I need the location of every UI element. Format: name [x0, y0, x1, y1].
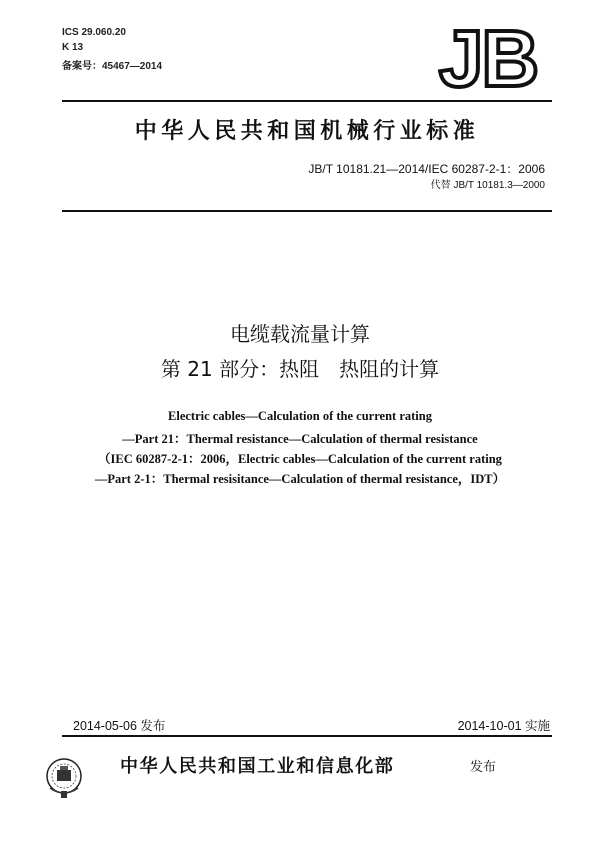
implement-date: 2014-10-01 实施: [457, 719, 550, 733]
doc-title-en-line3: （IEC 60287-2-1：2006，Electric cables—Calculation of the current rating: [98, 452, 502, 466]
doc-title-en-line4: —Part 2-1：Thermal resisitance—Calculation of thermal resistance，IDT）: [94, 472, 506, 486]
doc-title-cn-line2: 第 21 部分：热阻 热阻的计算: [160, 357, 440, 381]
doc-title-en-line2: —Part 21：Thermal resistance—Calculation of thermal resistance: [122, 432, 478, 446]
jb-logo: [432, 22, 544, 96]
standard-title: 中华人民共和国机械行业标准: [134, 119, 480, 144]
replaced-standard: 代替 JB/T 10181.3—2000: [430, 180, 545, 191]
issuer-suffix: 发布: [470, 760, 497, 775]
classification-code: K 13: [62, 42, 84, 53]
title-divider: [62, 210, 552, 212]
header-divider: [62, 100, 552, 102]
standard-number: JB/T 10181.21—2014/IEC 60287-2-1：2006: [308, 162, 545, 176]
issuer-name: 中华人民共和国工业和信息化部: [120, 756, 395, 777]
jb-logo-text: JB: [438, 22, 538, 96]
issuer-emblem-icon: [44, 756, 84, 800]
ics-code: ICS 29.060.20: [62, 27, 126, 38]
record-number: 备案号：45467—2014: [62, 61, 163, 72]
doc-title-en-line1: Electric cables—Calculation of the current rating: [168, 409, 432, 423]
footer-divider: [62, 735, 552, 737]
doc-title-cn-line1: 电缆载流量计算: [230, 322, 370, 346]
publish-date: 2014-05-06 发布: [73, 719, 166, 733]
